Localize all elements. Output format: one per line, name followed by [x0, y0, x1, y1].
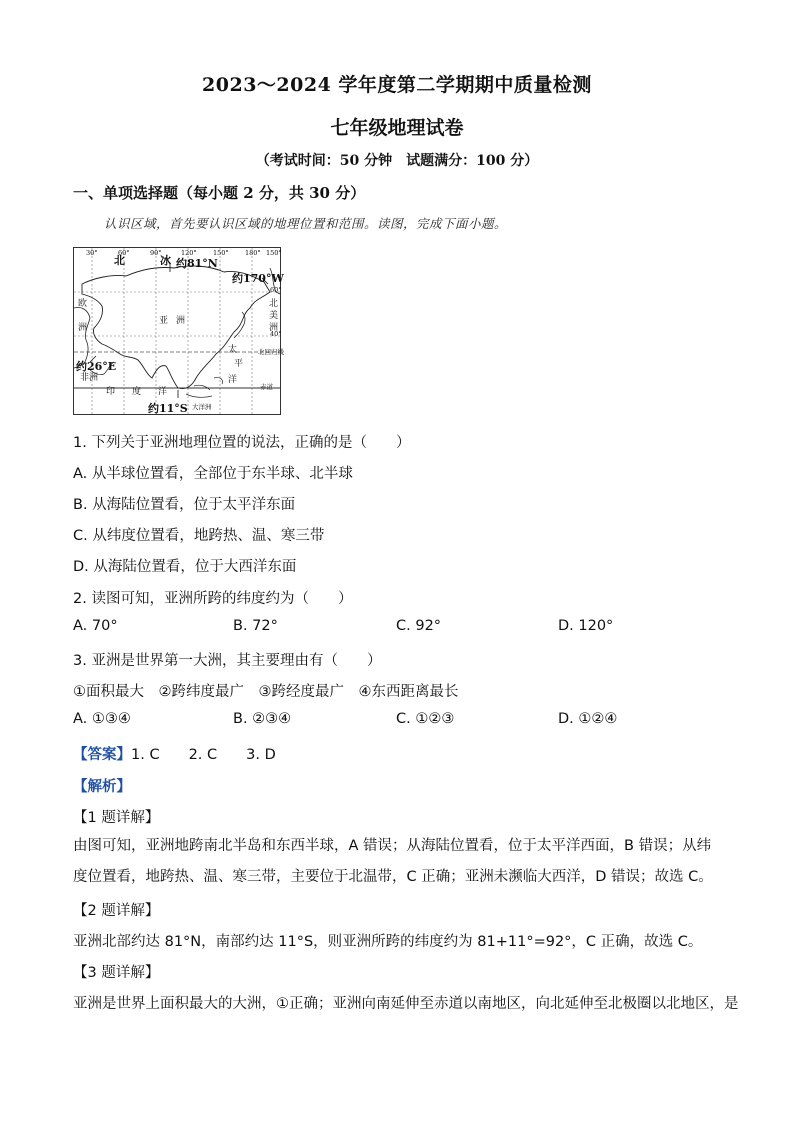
- exam-title: 2023～2024 学年度第二学期期中质量检测: [202, 74, 592, 96]
- q1-option-d: D. 从海陆位置看，位于大西洋东面: [73, 559, 297, 575]
- q2-option-a: A. 70°: [73, 618, 118, 634]
- lon-tick: 60°: [118, 249, 130, 257]
- north-extreme-point: 约81°N: [176, 257, 218, 270]
- answer-label: 【答案】: [73, 747, 131, 763]
- exam-note: （考试时间：50 分钟 试题满分：100 分）: [255, 153, 539, 169]
- q3-stem: 3. 亚洲是世界第一大洲，其主要理由有（ ）: [73, 653, 382, 669]
- detail1-label: 【1 题详解】: [73, 810, 160, 826]
- lon-tick: 120°: [181, 249, 197, 257]
- south-extreme-point: 约11°S: [148, 402, 188, 415]
- lat-tick: 60°: [270, 286, 282, 294]
- analysis-label: 【解析】: [73, 779, 131, 795]
- answer-line: [73, 743, 276, 764]
- label-europe-2: 洲: [78, 323, 88, 333]
- label-pacific-2: 平: [234, 359, 244, 369]
- label-na-1: 北: [269, 299, 279, 309]
- lon-tick: 150°: [213, 249, 229, 257]
- section-title: 一、单项选择题（每小题 2 分，共 30 分）: [73, 184, 366, 202]
- q1-stem: 1. 下列关于亚洲地理位置的说法，正确的是（ ）: [73, 435, 411, 451]
- q2-stem: 2. 读图可知，亚洲所跨的纬度约为（ ）: [73, 591, 353, 607]
- q3-option-d: D. ①②④: [558, 711, 618, 727]
- lat-tick: 40°: [270, 330, 282, 338]
- q3-option-a: A. ①③④: [73, 711, 131, 727]
- east-extreme-point: 约170°W: [232, 272, 284, 285]
- label-asia-1: 亚: [159, 316, 169, 326]
- detail2-label: 【2 题详解】: [73, 903, 160, 919]
- q1-option-a: A. 从半球位置看，全部位于东半球、北半球: [73, 466, 353, 482]
- label-europe-1: 欧: [78, 299, 88, 309]
- asia-location-map: [73, 247, 284, 415]
- q2-option-d: D. 120°: [558, 618, 614, 634]
- label-na-3: 洲: [269, 323, 279, 333]
- exam-subtitle: 七年级地理试卷: [330, 117, 464, 139]
- label-pacific-1: 太: [228, 345, 238, 355]
- label-asia-2: 洲: [176, 316, 186, 326]
- section-intro: 认识区域，首先要认识区域的地理位置和范围。读图，完成下面小题。: [104, 216, 508, 231]
- label-africa: 非洲: [80, 373, 99, 383]
- q2-option-b: B. 72°: [233, 618, 278, 634]
- west-extreme-point: 约26°E: [76, 360, 117, 373]
- detail2-text: 亚洲北部约达 81°N，南部约达 11°S，则亚洲所跨的纬度约为 81+11°=92°，C 正确，故选 C。: [73, 934, 703, 950]
- q1-option-c: C. 从纬度位置看，地跨热、温、寒三带: [73, 528, 325, 544]
- label-oceania: 大洋洲: [192, 403, 212, 411]
- label-pacific-3: 洋: [228, 375, 238, 385]
- detail1-text: 由图可知，亚洲地跨南北半岛和东西半球，A 错误；从海陆位置看，位于太平洋西面，B 错误；从纬度位置看，地跨热、温、寒三带，主要位于北温带，C 正确；亚洲未濒临大西洋，D 错误；故选 C。: [73, 838, 713, 885]
- label-indian-3: 洋: [158, 387, 168, 397]
- detail3-text: 亚洲是世界上面积最大的大洲，①正确；亚洲向南延伸至赤道以南地区，向北延伸至北极圈以北地区，是: [73, 996, 739, 1012]
- label-ice: 冰: [160, 254, 171, 267]
- label-indian-1: 印: [106, 387, 116, 397]
- q2-option-c: C. 92°: [396, 618, 442, 634]
- answer-text: 1. C 2. C 3. D: [131, 747, 276, 763]
- label-indian-2: 度: [132, 387, 142, 397]
- tropic-label: 北回归线: [258, 348, 284, 356]
- equator-label: 赤道: [260, 383, 273, 391]
- lon-tick: 180°: [245, 249, 261, 257]
- label-na-2: 美: [269, 311, 279, 321]
- q3-option-c: C. ①②③: [396, 711, 455, 727]
- detail3-label: 【3 题详解】: [73, 965, 160, 981]
- lon-tick: 150°: [266, 249, 282, 257]
- lon-tick: 30°: [86, 249, 98, 257]
- q3-items: ①面积最大 ②跨纬度最广 ③跨经度最广 ④东西距离最长: [73, 684, 459, 700]
- lon-tick: 90°: [150, 249, 162, 257]
- label-north: 北: [114, 254, 125, 267]
- q1-option-b: B. 从海陆位置看，位于太平洋东面: [73, 497, 296, 513]
- q3-option-b: B. ②③④: [233, 711, 292, 727]
